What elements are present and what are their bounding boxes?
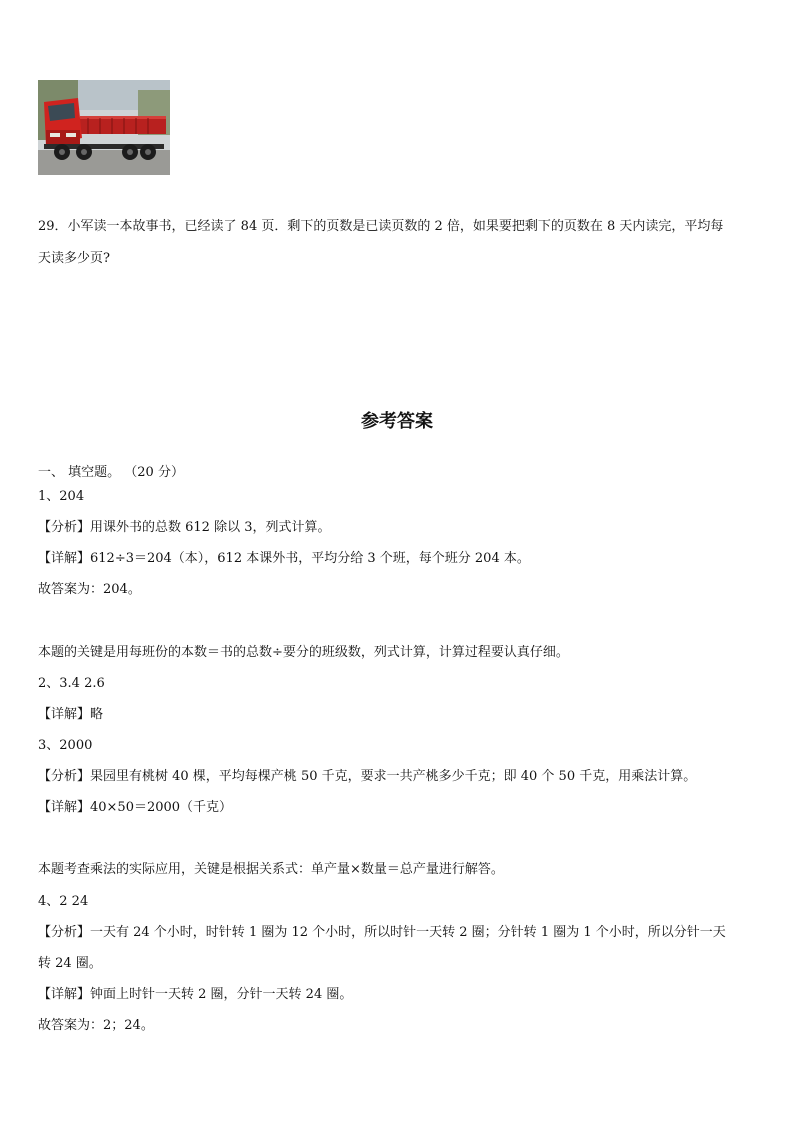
answer-2: 2、3.4 2.6 <box>38 676 105 691</box>
answer-1-analysis: 【分析】用课外书的总数 612 除以 3，列式计算。 <box>38 520 331 535</box>
answers-title: 参考答案 <box>361 411 433 432</box>
answer-4-analysis-1: 【分析】一天有 24 个小时，时针转 1 圈为 12 个小时，所以时针一天转 2 圈；分针转 1 圈为 1 个小时，所以分针一天 <box>38 925 726 940</box>
answer-1-conclusion: 故答案为：204。 <box>38 582 141 597</box>
answer-3-note: 本题考查乘法的实际应用，关键是根据关系式：单产量×数量＝总产量进行解答。 <box>38 862 504 877</box>
answer-2-detail: 【详解】略 <box>38 707 104 722</box>
question-29-line-1: 29．小军读一本故事书，已经读了 84 页．剩下的页数是已读页数的 2 倍，如果要把剩下的页数在 8 天内读完，平均每 <box>38 219 724 234</box>
answer-4-conclusion: 故答案为：2；24。 <box>38 1018 154 1033</box>
answer-1-note: 本题的关键是用每班份的本数＝书的总数÷要分的班级数，列式计算，计算过程要认真仔细。 <box>38 645 569 660</box>
answer-1: 1、204 <box>38 489 85 504</box>
answer-3-detail: 【详解】40×50＝2000（千克） <box>38 800 233 815</box>
answer-1-detail: 【详解】612÷3＝204（本），612 本课外书，平均分给 3 个班，每个班分 204 本。 <box>38 551 530 566</box>
question-29-line-2: 天读多少页? <box>38 251 110 266</box>
truck-photo <box>38 80 170 175</box>
answer-3-analysis: 【分析】果园里有桃树 40 棵，平均每棵产桃 50 千克，要求一共产桃多少千克；即 40 个 50 千克，用乘法计算。 <box>38 769 697 784</box>
section-heading: 一、 填空题。 （20 分） <box>38 465 184 480</box>
truck-image <box>38 80 170 175</box>
answer-4-analysis-2: 转 24 圈。 <box>38 956 102 971</box>
answer-4-detail: 【详解】钟面上时针一天转 2 圈，分针一天转 24 圈。 <box>38 987 353 1002</box>
answer-4: 4、2 24 <box>38 894 89 909</box>
answer-3: 3、2000 <box>38 738 93 753</box>
